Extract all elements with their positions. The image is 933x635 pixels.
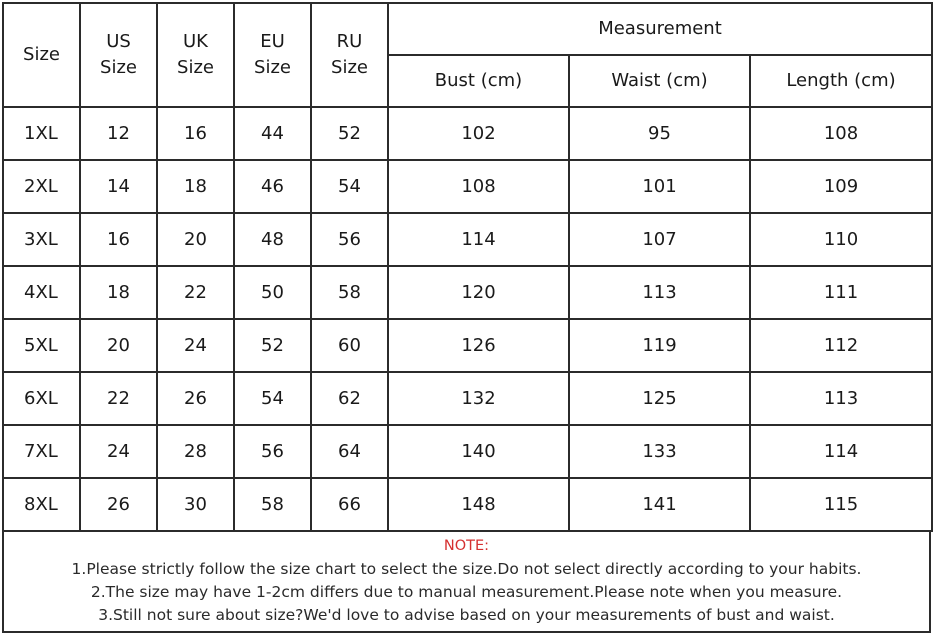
header-measurement [388, 3, 932, 55]
header-us-line2: Size [100, 57, 137, 78]
cell-waist: 95 [569, 107, 750, 160]
cell-size: 5XL [3, 319, 80, 372]
cell-bust: 148 [388, 478, 569, 531]
cell-waist: 125 [569, 372, 750, 425]
cell-uk: 26 [157, 372, 234, 425]
table-row [3, 425, 932, 478]
header-bust: Bust (cm) [388, 55, 569, 107]
cell-waist: 141 [569, 478, 750, 531]
header-ru [311, 3, 388, 107]
cell-eu: 46 [234, 160, 311, 213]
cell-waist: 113 [569, 266, 750, 319]
cell-size: 6XL [3, 372, 80, 425]
cell-bust: 140 [388, 425, 569, 478]
cell-length: 109 [750, 160, 932, 213]
cell-eu: 58 [234, 478, 311, 531]
cell-uk: 30 [157, 478, 234, 531]
cell-bust: 102 [388, 107, 569, 160]
cell-uk: 16 [157, 107, 234, 160]
header-uk [157, 3, 234, 107]
cell-size: 2XL [3, 160, 80, 213]
table-row [3, 372, 932, 425]
header-uk-line2: Size [177, 57, 214, 78]
table-row [3, 213, 932, 266]
cell-eu: 48 [234, 213, 311, 266]
note-line-3: 3.Still not sure about size?We'd love to advise based on your measurements of bust and waist. [98, 606, 835, 624]
cell-us: 14 [80, 160, 157, 213]
cell-eu: 56 [234, 425, 311, 478]
cell-size: 3XL [3, 213, 80, 266]
cell-length: 112 [750, 319, 932, 372]
cell-bust: 108 [388, 160, 569, 213]
cell-ru: 62 [311, 372, 388, 425]
cell-eu: 50 [234, 266, 311, 319]
cell-length: 108 [750, 107, 932, 160]
header-measurement-label: Measurement [598, 18, 722, 39]
cell-ru: 66 [311, 478, 388, 531]
cell-length: 114 [750, 425, 932, 478]
cell-length: 111 [750, 266, 932, 319]
cell-eu: 52 [234, 319, 311, 372]
cell-us: 20 [80, 319, 157, 372]
cell-us: 24 [80, 425, 157, 478]
table-row [3, 319, 932, 372]
cell-waist: 119 [569, 319, 750, 372]
cell-us: 26 [80, 478, 157, 531]
notes-box [2, 531, 931, 633]
header-length: Length (cm) [750, 55, 932, 107]
table-row [3, 478, 932, 531]
cell-ru: 56 [311, 213, 388, 266]
header-ru-line2: Size [331, 57, 368, 78]
cell-us: 12 [80, 107, 157, 160]
header-row-top [3, 3, 932, 55]
note-title: NOTE: [443, 538, 490, 554]
cell-size: 1XL [3, 107, 80, 160]
header-uk-line1: UK [183, 31, 208, 52]
cell-size: 8XL [3, 478, 80, 531]
cell-ru: 60 [311, 319, 388, 372]
cell-length: 113 [750, 372, 932, 425]
cell-ru: 64 [311, 425, 388, 478]
header-eu-line1: EU [260, 31, 285, 52]
table-body [3, 107, 932, 531]
header-us-line1: US [106, 31, 131, 52]
cell-uk: 20 [157, 213, 234, 266]
cell-size: 7XL [3, 425, 80, 478]
cell-waist: 133 [569, 425, 750, 478]
cell-ru: 58 [311, 266, 388, 319]
cell-eu: 54 [234, 372, 311, 425]
cell-uk: 18 [157, 160, 234, 213]
cell-us: 16 [80, 213, 157, 266]
header-eu [234, 3, 311, 107]
size-table [2, 2, 933, 532]
cell-bust: 132 [388, 372, 569, 425]
cell-uk: 22 [157, 266, 234, 319]
cell-size: 4XL [3, 266, 80, 319]
cell-bust: 120 [388, 266, 569, 319]
cell-bust: 126 [388, 319, 569, 372]
cell-uk: 24 [157, 319, 234, 372]
header-size-label: Size [23, 44, 60, 65]
cell-eu: 44 [234, 107, 311, 160]
cell-ru: 54 [311, 160, 388, 213]
header-us [80, 3, 157, 107]
cell-bust: 114 [388, 213, 569, 266]
table-row [3, 266, 932, 319]
cell-waist: 101 [569, 160, 750, 213]
cell-us: 18 [80, 266, 157, 319]
header-waist: Waist (cm) [569, 55, 750, 107]
note-line-1: 1.Please strictly follow the size chart to select the size.Do not select directly according to your habits. [71, 560, 862, 578]
cell-uk: 28 [157, 425, 234, 478]
cell-waist: 107 [569, 213, 750, 266]
header-size [3, 3, 80, 107]
header-eu-line2: Size [254, 57, 291, 78]
cell-us: 22 [80, 372, 157, 425]
table-row [3, 160, 932, 213]
cell-ru: 52 [311, 107, 388, 160]
cell-length: 115 [750, 478, 932, 531]
cell-length: 110 [750, 213, 932, 266]
header-ru-line1: RU [336, 31, 363, 52]
table-row [3, 107, 932, 160]
note-line-2: 2.The size may have 1-2cm differs due to manual measurement.Please note when you measure. [90, 583, 843, 601]
